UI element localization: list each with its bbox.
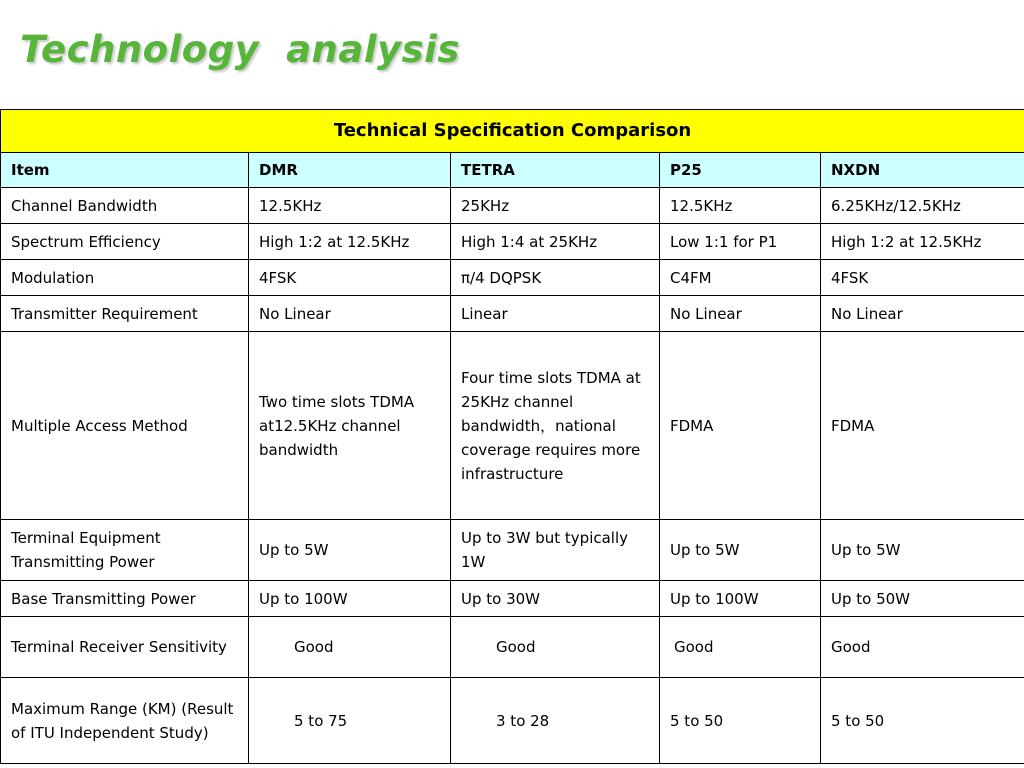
header-p25: P25 bbox=[660, 153, 821, 188]
row-label: Maximum Range (KM) (Result of ITU Independent Study) bbox=[1, 678, 249, 764]
cell-dmr: Good bbox=[249, 617, 451, 678]
cell-nxdn: Up to 5W bbox=[821, 520, 1024, 581]
table-row bbox=[1, 520, 1024, 581]
cell-p25: No Linear bbox=[660, 296, 821, 332]
table-row bbox=[1, 617, 1024, 678]
cell-tetra: Up to 30W bbox=[451, 581, 660, 617]
table-row bbox=[1, 224, 1024, 260]
cell-nxdn: Up to 50W bbox=[821, 581, 1024, 617]
cell-tetra: Four time slots TDMA at 25KHz channel bandwidth，national coverage requires more infrastructure bbox=[451, 332, 660, 520]
cell-p25: C4FM bbox=[660, 260, 821, 296]
cell-dmr: 4FSK bbox=[249, 260, 451, 296]
cell-nxdn: High 1:2 at 12.5KHz bbox=[821, 224, 1024, 260]
cell-dmr: Two time slots TDMA at12.5KHz channel bandwidth bbox=[249, 332, 451, 520]
cell-nxdn: Good bbox=[821, 617, 1024, 678]
cell-tetra: High 1:4 at 25KHz bbox=[451, 224, 660, 260]
header-tetra: TETRA bbox=[451, 153, 660, 188]
cell-p25: FDMA bbox=[660, 332, 821, 520]
caption-row bbox=[1, 110, 1024, 153]
cell-dmr: 5 to 75 bbox=[249, 678, 451, 764]
cell-p25: Up to 100W bbox=[660, 581, 821, 617]
cell-dmr: Up to 100W bbox=[249, 581, 451, 617]
header-item: Item bbox=[1, 153, 249, 188]
row-label: Modulation bbox=[1, 260, 249, 296]
row-label: Spectrum Efficiency bbox=[1, 224, 249, 260]
table-row bbox=[1, 678, 1024, 764]
cell-tetra: Linear bbox=[451, 296, 660, 332]
cell-nxdn: 6.25KHz/12.5KHz bbox=[821, 188, 1024, 224]
table-caption: Technical Specification Comparison bbox=[1, 110, 1024, 153]
cell-p25: 5 to 50 bbox=[660, 678, 821, 764]
header-nxdn: NXDN bbox=[821, 153, 1024, 188]
cell-nxdn: FDMA bbox=[821, 332, 1024, 520]
cell-nxdn: No Linear bbox=[821, 296, 1024, 332]
cell-tetra: 3 to 28 bbox=[451, 678, 660, 764]
table-row bbox=[1, 296, 1024, 332]
header-dmr: DMR bbox=[249, 153, 451, 188]
cell-dmr: 12.5KHz bbox=[249, 188, 451, 224]
table-row bbox=[1, 188, 1024, 224]
cell-tetra: Good bbox=[451, 617, 660, 678]
table-row bbox=[1, 581, 1024, 617]
table-row bbox=[1, 260, 1024, 296]
page-title: Technology analysis bbox=[20, 28, 460, 71]
cell-p25: 12.5KHz bbox=[660, 188, 821, 224]
table-row bbox=[1, 332, 1024, 520]
cell-tetra: Up to 3W but typically 1W bbox=[451, 520, 660, 581]
cell-dmr: No Linear bbox=[249, 296, 451, 332]
cell-dmr: Up to 5W bbox=[249, 520, 451, 581]
row-label: Terminal Receiver Sensitivity bbox=[1, 617, 249, 678]
row-label: Transmitter Requirement bbox=[1, 296, 249, 332]
cell-tetra: 25KHz bbox=[451, 188, 660, 224]
cell-nxdn: 4FSK bbox=[821, 260, 1024, 296]
spec-comparison-table bbox=[0, 109, 1024, 764]
cell-dmr: High 1:2 at 12.5KHz bbox=[249, 224, 451, 260]
row-label: Terminal Equipment Transmitting Power bbox=[1, 520, 249, 581]
cell-p25: Low 1:1 for P1 bbox=[660, 224, 821, 260]
cell-tetra: π/4 DQPSK bbox=[451, 260, 660, 296]
row-label: Channel Bandwidth bbox=[1, 188, 249, 224]
header-row bbox=[1, 153, 1024, 188]
cell-p25: Good bbox=[660, 617, 821, 678]
cell-nxdn: 5 to 50 bbox=[821, 678, 1024, 764]
row-label: Multiple Access Method bbox=[1, 332, 249, 520]
row-label: Base Transmitting Power bbox=[1, 581, 249, 617]
cell-p25: Up to 5W bbox=[660, 520, 821, 581]
